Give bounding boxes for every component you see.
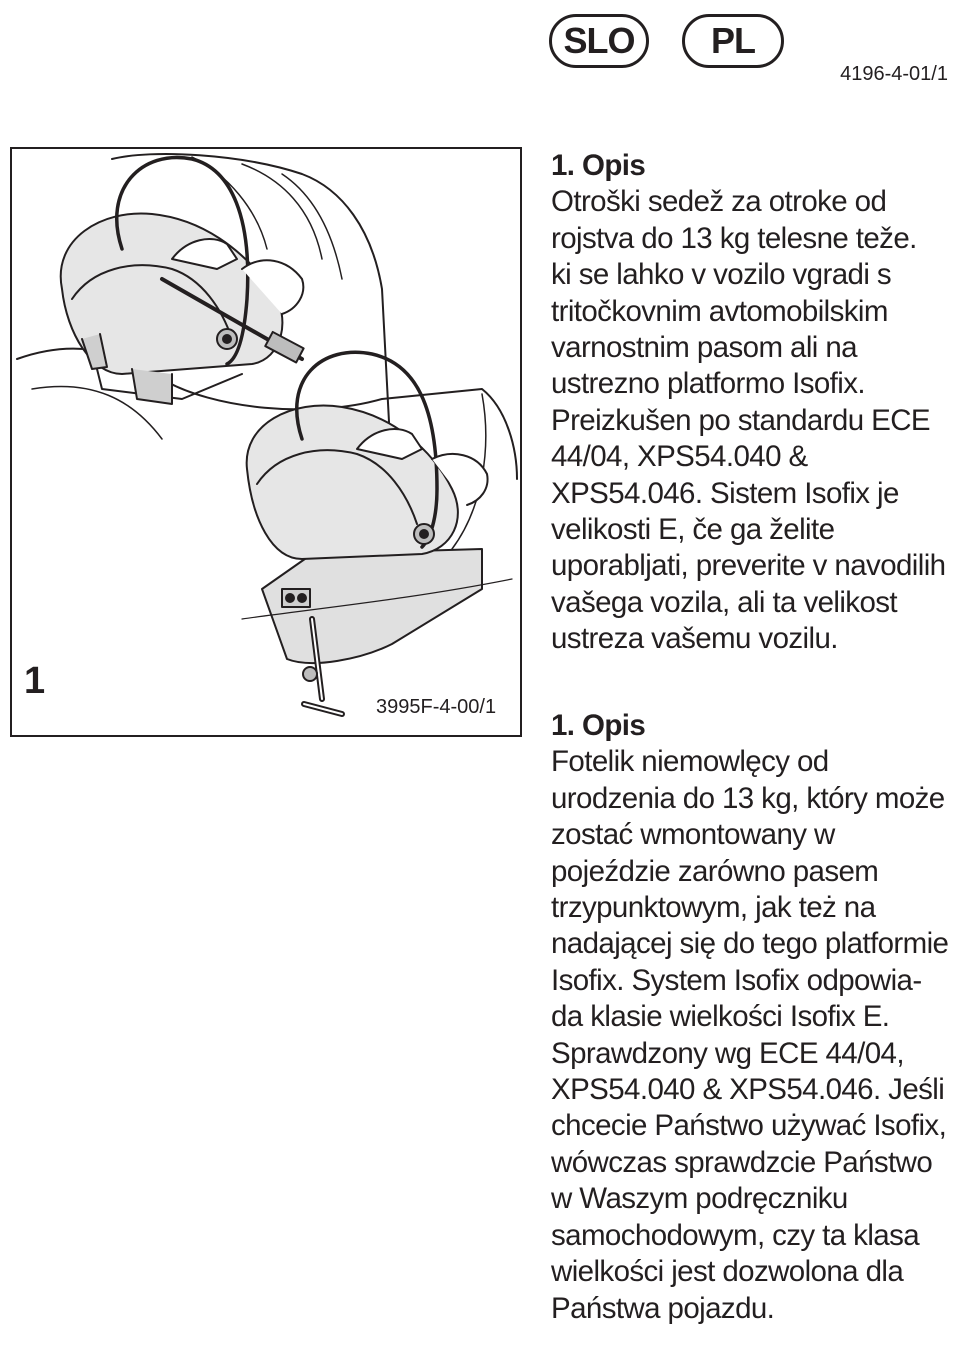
text-line: XPS54.046. Sistem Isofix je [551,476,899,510]
text-line: samochodowym, czy ta klasa [551,1218,920,1252]
text-line: vašega vozila, ali ta velikost [551,585,898,619]
text-line: Sprawdzony wg ECE 44/04, [551,1036,904,1070]
text-line: wielkości jest dozwolona dla [551,1255,904,1289]
figure-code: 3995F-4-00/1 [376,696,497,718]
text-line: da klasie wielkości Isofix E. [551,1000,890,1034]
text-line: Fotelik niemowlęcy od [551,745,829,779]
language-badge-pl: PL [682,14,784,68]
text-line: w Waszym podręczniku [551,1182,848,1216]
text-line: ki se lahko v vozilo vgradi s [551,258,892,292]
text-line: varnostnim pasom ali na [551,331,857,365]
text-line: XPS54.040 & XPS54.046. Jeśli [551,1073,945,1107]
text-line: Preizkušen po standardu ECE [551,403,930,437]
text-line: chcecie Państwo używać Isofix, [551,1109,947,1143]
text-line: uporabljati, preverite v navodilih [551,549,946,583]
text-line: pojeździe zarówno pasem [551,854,879,888]
text-line: ustreza vašemu vozilu. [551,622,838,656]
section-heading-slo: 1. Opis [551,149,646,182]
car-seat-illustration [12,149,522,737]
text-line: Otroški sedež za otroke od [551,185,887,219]
figure-number: 1 [24,660,46,702]
text-line: tritočkovnim avtomobilskim [551,294,888,328]
text-line: nadającej się do tego platformie [551,927,949,961]
section-heading-pl: 1. Opis [551,709,646,742]
text-line: trzypunktowym, jak też na [551,891,876,925]
text-line: zostać wmontowany w [551,818,835,852]
slovenian-description [551,148,956,658]
language-badge-slo: SLO [549,14,649,68]
text-line: Isofix. System Isofix odpowia- [551,963,922,997]
text-line: urodzenia do 13 kg, który może [551,781,945,815]
polish-description [551,708,956,1327]
text-line: wówczas sprawdzcie Państwo [551,1145,933,1179]
document-code: 4196-4-01/1 [840,63,948,85]
figure-frame [10,147,522,737]
text-line: 44/04, XPS54.040 & [551,440,808,474]
text-line: Państwa pojazdu. [551,1291,775,1325]
text-line: ustrezno platformo Isofix. [551,367,865,401]
text-line: velikosti E, če ga želite [551,513,835,547]
text-line: rojstva do 13 kg telesne teže. [551,221,917,255]
